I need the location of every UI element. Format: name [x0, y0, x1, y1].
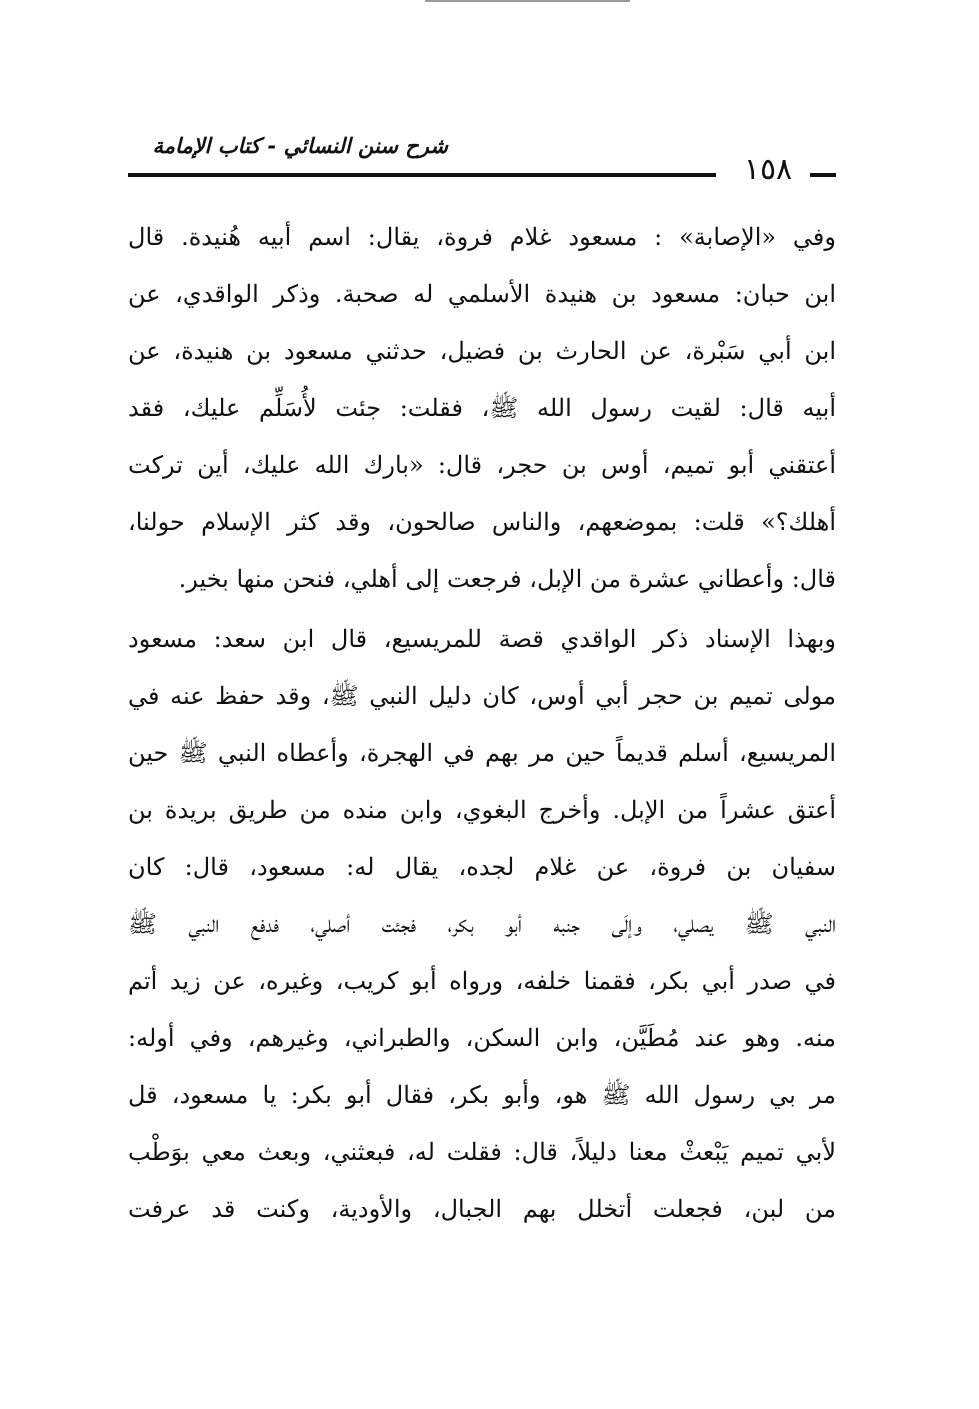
text-line: سفيان بن فروة، عن غلام لجده، يقال له: مسعود، قال: كان: [128, 853, 836, 881]
paragraph-1: [128, 209, 836, 608]
page-number-rule: [810, 173, 836, 177]
text-line: أعتق عشراً من الإبل. وأخرج البغوي، وابن منده من طريق بريدة بن: [128, 796, 836, 824]
text-line: منه. وهو عند مُطَيَّن، وابن السكن، والطبراني، وغيرهم، وفي أوله:: [128, 1024, 836, 1052]
text-line: مولى تميم بن حجر أبي أوس، كان دليل النبي ﷺ، وقد حفظ عنه في: [128, 682, 836, 710]
text-line: قال: وأعطاني عشرة من الإبل، فرجعت إلى أهلي، فنحن منها بخير.: [178, 565, 836, 593]
text-line: ابن حبان: مسعود بن هنيدة الأسلمي له صحبة. وذكر الواقدي، عن: [128, 280, 836, 308]
text-line: وبهذا الإسناد ذكر الواقدي قصة للمريسيع، قال ابن سعد: مسعود: [128, 625, 836, 653]
text-line: مر بي رسول الله ﷺ هو، وأبو بكر، فقال أبو بكر: يا مسعود، قل: [128, 1081, 836, 1109]
text-line: النبي ﷺ يصلي، وإلَى جنبه أبو بكر، فجئت أصلي، فدفع النبي ﷺ: [128, 910, 836, 938]
text-line: المريسيع، أسلم قديماً حين مر بهم في الهجرة، وأعطاه النبي ﷺ حين: [128, 739, 836, 767]
text-line: وفي «الإصابة» : مسعود غلام فروة، يقال: اسم أبيه هُنيدة. قال: [128, 223, 836, 251]
paragraph-2: [128, 611, 836, 1238]
text-line: لأبي تميم يَبْعثْ معنا دليلاً، قال: فقلت له، فبعثني، وبعث معي بوَطْب: [128, 1138, 836, 1166]
text-line: أعتقني أبو تميم، أوس بن حجر، قال: «بارك الله عليك، أين تركت: [128, 451, 836, 479]
page-number: ١٥٨: [743, 152, 793, 187]
header-rule: [128, 173, 716, 177]
text-line: من لبن، فجعلت أتخلل بهم الجبال، والأودية، وكنت قد عرفت: [128, 1195, 836, 1223]
top-edge-mark: [425, 0, 630, 2]
page-header: [128, 128, 836, 188]
text-line: ابن أبي سَبْرة، عن الحارث بن فضيل، حدثني مسعود بن هنيدة، عن: [128, 337, 836, 365]
body-text: [128, 209, 836, 1238]
running-title: شرح سنن النسائي - كتاب الإمامة: [152, 134, 448, 158]
text-line: أبيه قال: لقيت رسول الله ﷺ، فقلت: جئت لأُسَلِّم عليك، فقد: [128, 394, 836, 422]
text-line: أهلك؟» قلت: بموضعهم، والناس صالحون، وقد كثر الإسلام حولنا،: [128, 508, 836, 536]
text-line: في صدر أبي بكر، فقمنا خلفه، ورواه أبو كريب، وغيره، عن زيد أتم: [128, 967, 836, 995]
